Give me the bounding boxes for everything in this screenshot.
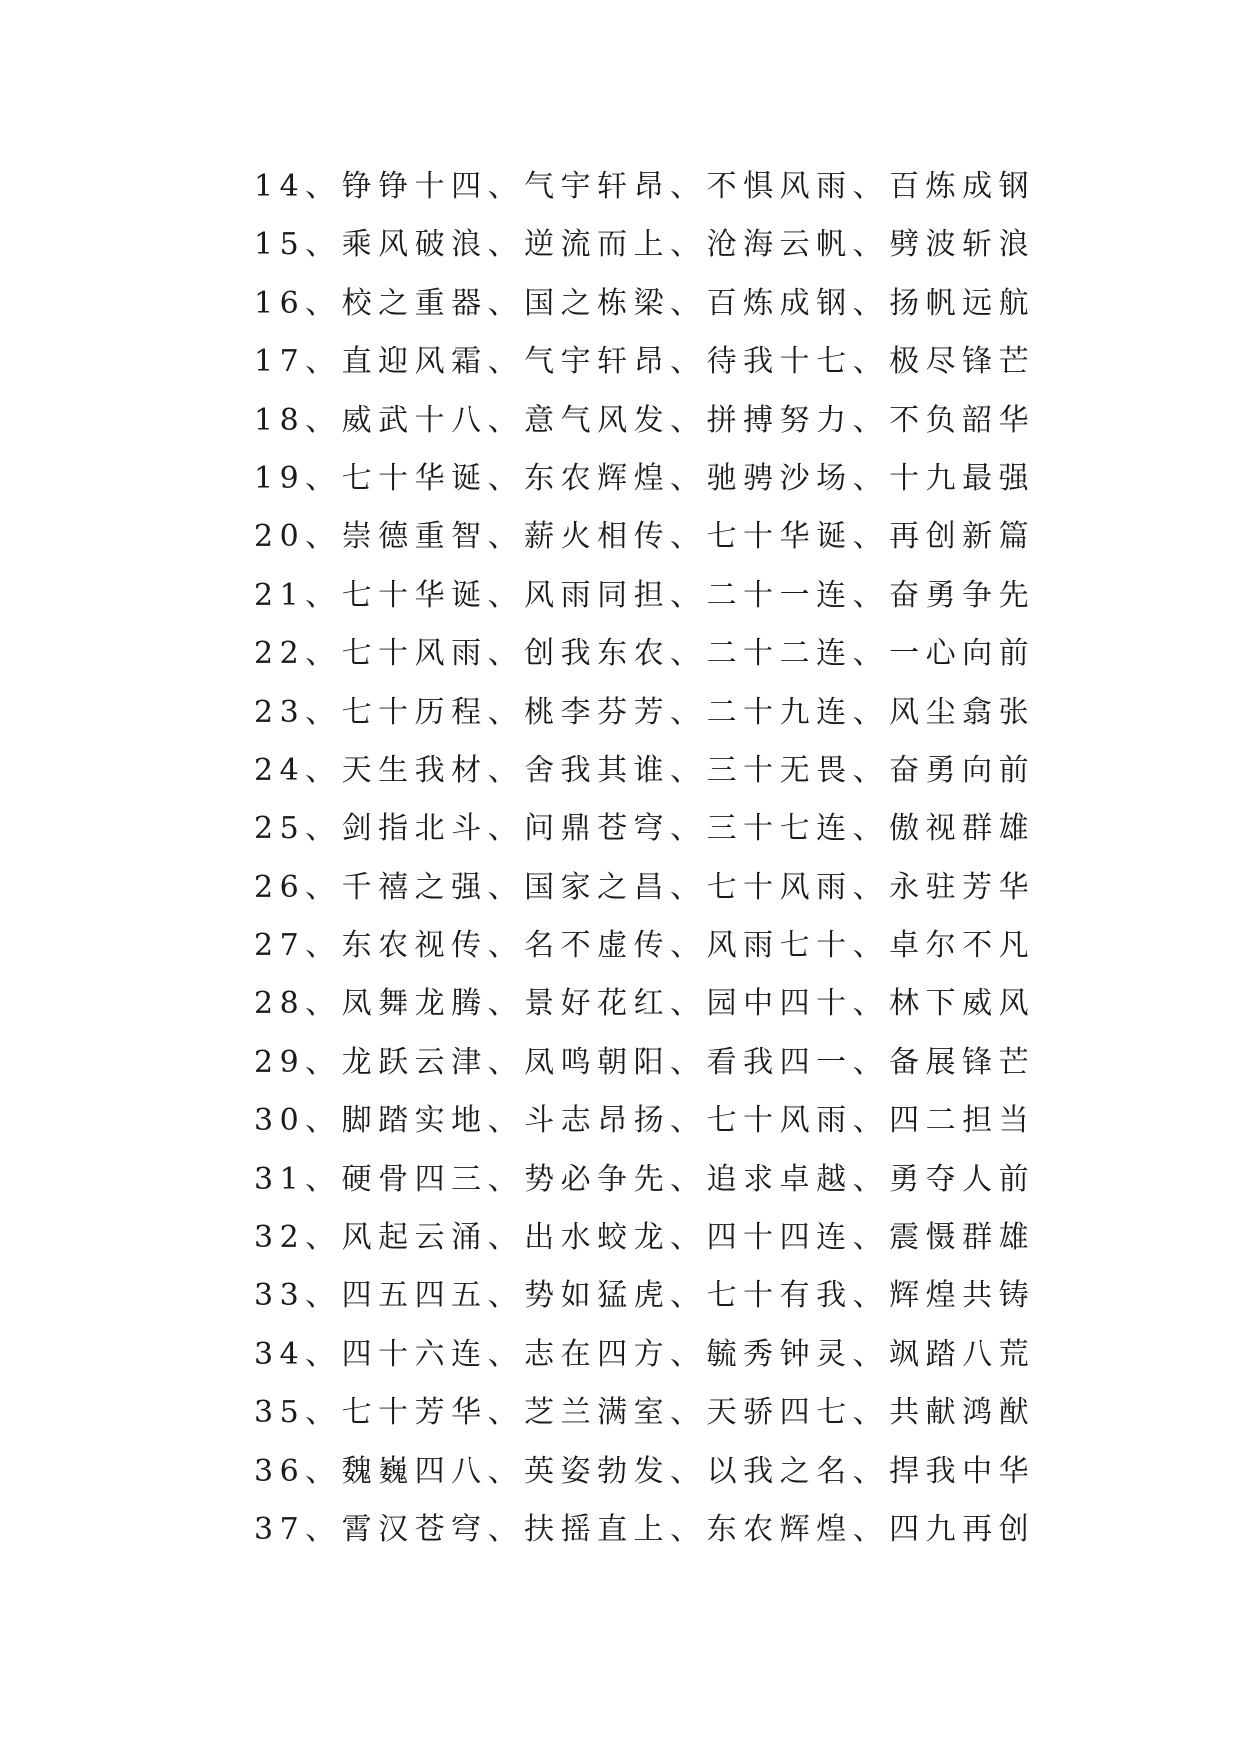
slogan-line: 36、魏巍四八、英姿勃发、以我之名、捍我中华	[254, 1453, 1036, 1489]
slogan-line: 29、龙跃云津、凤鸣朝阳、看我四一、备展锋芒	[254, 1044, 1036, 1080]
slogan-line: 24、天生我材、舍我其谁、三十无畏、奋勇向前	[254, 752, 1036, 788]
slogan-line: 27、东农视传、名不虚传、风雨七十、卓尔不凡	[254, 928, 1036, 964]
slogan-line: 22、七十风雨、创我东农、二十二连、一心向前	[254, 636, 1036, 672]
slogan-line: 32、风起云涌、出水蛟龙、四十四连、震慑群雄	[254, 1220, 1036, 1256]
slogan-line: 16、校之重器、国之栋梁、百炼成钢、扬帆远航	[254, 285, 1036, 321]
slogan-line: 19、七十华诞、东农辉煌、驰骋沙场、十九最强	[254, 460, 1036, 496]
slogan-line: 26、千禧之强、国家之昌、七十风雨、永驻芳华	[254, 869, 1036, 905]
slogan-list	[254, 158, 1035, 1559]
slogan-line: 30、脚踏实地、斗志昂扬、七十风雨、四二担当	[254, 1103, 1036, 1139]
slogan-line: 28、凤舞龙腾、景好花红、园中四十、林下威风	[254, 986, 1036, 1022]
slogan-line: 35、七十芳华、芝兰满室、天骄四七、共献鸿猷	[254, 1395, 1036, 1431]
slogan-line: 14、铮铮十四、气宇轩昂、不惧风雨、百炼成钢	[254, 169, 1036, 204]
slogan-line: 25、剑指北斗、问鼎苍穹、三十七连、傲视群雄	[254, 811, 1036, 847]
slogan-line: 20、崇德重智、薪火相传、七十华诞、再创新篇	[254, 519, 1036, 555]
slogan-line: 21、七十华诞、风雨同担、二十一连、奋勇争先	[254, 577, 1036, 613]
slogan-line: 17、直迎风霜、气宇轩昂、待我十七、极尽锋芒	[254, 344, 1036, 380]
slogan-line: 31、硬骨四三、势必争先、追求卓越、勇夺人前	[254, 1161, 1036, 1197]
slogan-line: 18、威武十八、意气风发、拼搏努力、不负韶华	[254, 402, 1036, 438]
slogan-line: 23、七十历程、桃李芬芳、二十九连、风尘翕张	[254, 694, 1036, 730]
slogan-line: 37、霄汉苍穹、扶摇直上、东农辉煌、四九再创	[254, 1511, 1036, 1547]
slogan-line: 33、四五四五、势如猛虎、七十有我、辉煌共铸	[254, 1278, 1036, 1314]
slogan-line: 34、四十六连、志在四方、毓秀钟灵、飒踏八荒	[254, 1336, 1036, 1372]
slogan-line: 15、乘风破浪、逆流而上、沧海云帆、劈波斩浪	[254, 227, 1036, 263]
